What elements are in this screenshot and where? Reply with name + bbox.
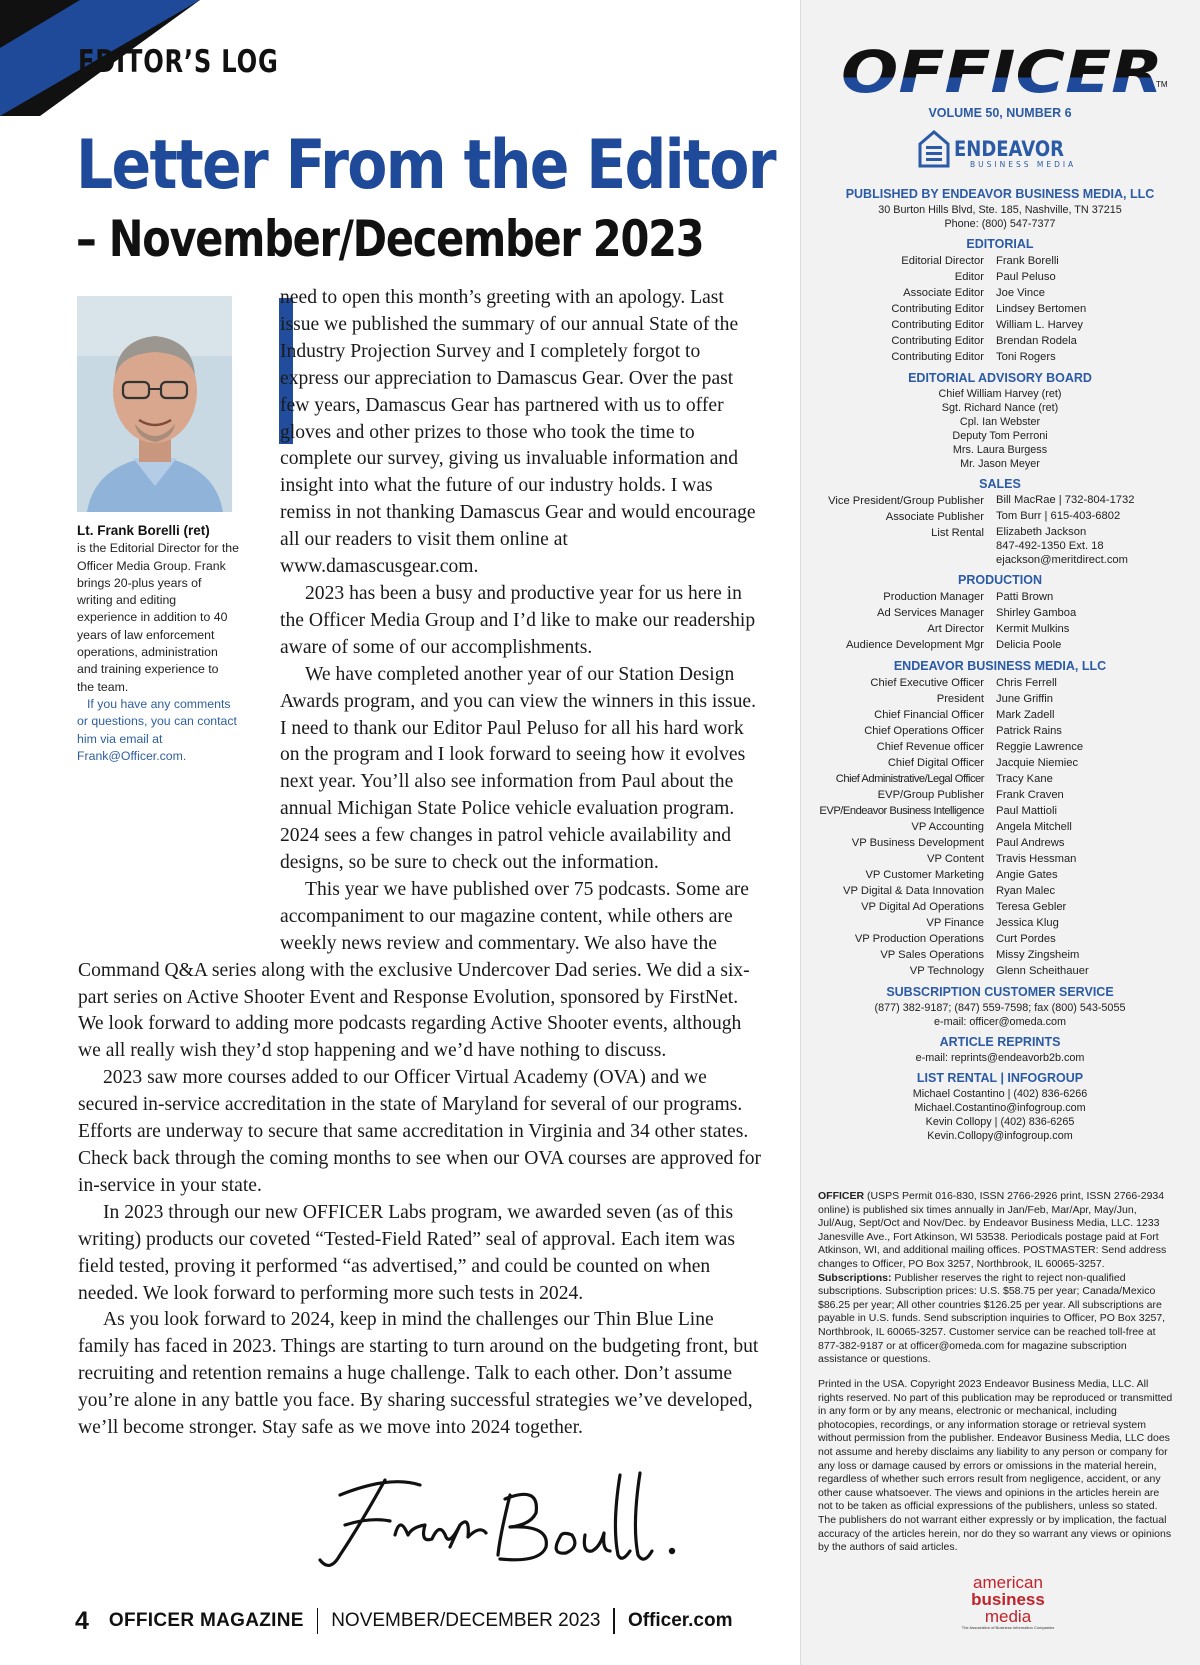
advisory-list [800, 387, 1200, 471]
masthead-person: Glenn Scheithauer [996, 965, 1089, 977]
copyright-notice: Printed in the USA. Copyright 2023 Endeavor Business Media, LLC. All rights reserved. No part of this publication may be reproduced or transmitted in any form or by any means, electronic or mechanical, including photocopies, recordings, or any information storage or retrieval system without permission from the publisher. Endeavor Business Media, LLC does not assume and hereby disclaims any liability to any person or company for any loss or damage caused by errors or omissions in the material herein, regardless of whether such errors result from negligence, accident, or any other cause whatsoever. The views and opinions in the articles herein are not to be taken as official expressions of the publishers, unless so stated. The publishers do not warrant either expressly or by implication, the factual accuracy of the articles herein, nor do they so warrant any views or opinions by the authors of said articles. [818, 1378, 1173, 1554]
masthead-line: Mr. Jason Meyer [960, 458, 1040, 470]
footer-site-link[interactable]: Officer.com [627, 1610, 733, 1631]
masthead-person: Travis Hessman [996, 853, 1077, 865]
masthead-person: Delicia Poole [996, 639, 1062, 651]
footer-divider [317, 1608, 319, 1634]
publisher-address: 30 Burton Hills Blvd, Ste. 185, Nashville, TN 37215 [878, 204, 1122, 216]
masthead-person: Shirley Gamboa [996, 607, 1077, 619]
masthead-row [800, 269, 1200, 285]
masthead-role: VP Business Development [851, 837, 984, 849]
sales-heading: SALES [979, 477, 1021, 491]
masthead-role: Contributing Editor [891, 335, 984, 347]
masthead-person: Angela Mitchell [996, 821, 1072, 833]
masthead-person: Frank Craven [996, 789, 1064, 801]
masthead-row [800, 771, 1200, 787]
contact-line: ejackson@meritdirect.com [996, 554, 1128, 566]
volume-number: VOLUME 50, NUMBER 6 [928, 106, 1072, 120]
masthead-row [800, 621, 1200, 637]
editorial-heading: EDITORIAL [966, 237, 1034, 251]
masthead-person: Patrick Rains [996, 725, 1062, 737]
masthead-role: Art Director [927, 623, 984, 635]
masthead-person: Paul Peluso [996, 271, 1056, 283]
masthead-role: Ad Services Manager [877, 607, 984, 619]
masthead-role: Production Manager [883, 591, 984, 603]
masthead-person: Mark Zadell [996, 709, 1055, 721]
masthead-person [996, 493, 1200, 509]
masthead-person: Chris Ferrell [996, 677, 1057, 689]
masthead-role: EVP/Endeavor Business Intelligence [819, 805, 984, 817]
masthead-person: Ryan Malec [996, 885, 1056, 897]
masthead-role: VP Digital Ad Operations [861, 901, 984, 913]
abm-line: business [971, 1590, 1045, 1609]
corporate-heading: ENDEAVOR BUSINESS MEDIA, LLC [893, 659, 1107, 673]
article-paragraph: 2023 saw more courses added to our Officer Virtual Academy (OVA) and we secured in-service accreditation in the state of Maryland for several of our programs. Efforts are underway to secure that same accreditation in Virginia and 34 other states. Check back through the coming months to see when our OVA courses are approved for in-service in your state. [78, 1067, 762, 1196]
masthead-row [800, 301, 1200, 317]
masthead-row [800, 723, 1200, 739]
masthead-role: Chief Revenue officer [876, 741, 984, 753]
article-paragraph: need to open this month’s greeting with an apology. Last issue we published the summary of our annual State of the Industry Projection Survey and I completely forgot to express our appreciation to Damascus Gear. Over the past few years, Damascus Gear has partnered with us to offer gloves and other prizes to those who took the time to complete our survey, giving us invaluable information and insight into what the future of our industry holds. I was remiss in not thanking Damascus Gear and would encourage all our readers to visit them online at www.damascusgear.com. [280, 287, 756, 578]
masthead-role: Chief Operations Officer [864, 725, 984, 737]
masthead-line: Deputy Tom Perroni [952, 430, 1048, 442]
masthead-row [800, 525, 1200, 567]
corporate-list [800, 675, 1200, 979]
published-by: PUBLISHED BY ENDEAVOR BUSINESS MEDIA, LLC [845, 187, 1155, 201]
masthead-person: Missy Zingsheim [996, 949, 1080, 961]
masthead-row [800, 883, 1200, 899]
masthead-role: VP Production Operations [854, 933, 984, 945]
masthead-role: Chief Financial Officer [874, 709, 984, 721]
masthead-line: Michael.Costantino@infogroup.com [914, 1102, 1086, 1114]
masthead-person [996, 525, 1200, 567]
page-title: Letter From the Editor [76, 126, 775, 205]
masthead-row [800, 755, 1200, 771]
masthead-row [800, 589, 1200, 605]
sales-list [800, 493, 1200, 567]
subscription-heading: SUBSCRIPTION CUSTOMER SERVICE [886, 985, 1114, 999]
article-paragraph: 2023 has been a busy and productive year for us here in the Officer Media Group and I’d like to make our readership aware of some of our accomplishments. [280, 582, 756, 658]
masthead-person: Toni Rogers [996, 351, 1056, 363]
publisher-phone: Phone: (800) 547-7377 [944, 218, 1056, 230]
contact-line: Elizabeth Jackson [996, 526, 1087, 538]
masthead-row [800, 707, 1200, 723]
signature [300, 1455, 700, 1580]
masthead-person: Joe Vince [996, 287, 1045, 299]
masthead-row [800, 317, 1200, 333]
masthead-row [800, 963, 1200, 979]
masthead [800, 186, 1200, 1143]
masthead-line: Kevin Collopy | (402) 836-6265 [925, 1116, 1075, 1128]
masthead-role: Contributing Editor [891, 303, 984, 315]
author-name: Lt. Frank Borelli (ret) [77, 523, 210, 538]
masthead-person: Tracy Kane [996, 773, 1053, 785]
masthead-line: Kevin.Collopy@infogroup.com [927, 1130, 1073, 1142]
logo-text: OFFICER [841, 44, 1163, 100]
masthead-row [800, 915, 1200, 931]
masthead-person: Curt Pordes [996, 933, 1056, 945]
masthead-role: VP Content [926, 853, 984, 865]
footer-issue: NOVEMBER/DECEMBER 2023 [331, 1610, 601, 1631]
list-rental-contacts [800, 1087, 1200, 1143]
masthead-person: Reggie Lawrence [996, 741, 1084, 753]
masthead-row [800, 819, 1200, 835]
masthead-person: Kermit Mulkins [996, 623, 1070, 635]
masthead-role: Chief Administrative/Legal Officer [835, 773, 984, 785]
reprints-email[interactable]: e-mail: reprints@endeavorb2b.com [915, 1052, 1085, 1064]
logo-trademark: TM [1156, 80, 1168, 89]
article-paragraph: In 2023 through our new OFFICER Labs program, we awarded seven (as of this writing) products our coveted “Tested-Field Rated” seal of approval. Each item was field tested, proving it performed “as advertised,” and could be counted on when needed. We look forward to performing more such tests in 2024. [78, 1201, 735, 1304]
abm-line: american [973, 1573, 1043, 1592]
masthead-person: Teresa Gebler [996, 901, 1067, 913]
masthead-role: Contributing Editor [891, 351, 984, 363]
masthead-role: VP Digital & Data Innovation [843, 885, 984, 897]
masthead-role: VP Sales Operations [880, 949, 984, 961]
masthead-role: President [936, 693, 984, 705]
contact-line: Bill MacRae | 732-804-1732 [996, 494, 1135, 506]
contact-line: 847-492-1350 Ext. 18 [996, 540, 1104, 552]
masthead-row [800, 867, 1200, 883]
masthead-role: VP Accounting [911, 821, 984, 833]
page-number: 4 [75, 1606, 89, 1635]
masthead-line: Cpl. Ian Webster [959, 416, 1041, 428]
masthead-row [800, 493, 1200, 509]
masthead-role: Audience Development Mgr [845, 639, 984, 651]
editorial-list [800, 253, 1200, 365]
masthead-person: June Griffin [996, 693, 1054, 705]
masthead-role: VP Finance [926, 917, 984, 929]
author-contact: If you have any comments or questions, you can contact him via email at Frank@Officer.com. [77, 696, 237, 763]
masthead-role: Associate Editor [903, 287, 984, 299]
masthead-person: Patti Brown [996, 591, 1054, 603]
endeavor-logo-text: ENDEAVOR [954, 137, 1064, 161]
reprints-heading: ARTICLE REPRINTS [939, 1035, 1061, 1049]
masthead-row [800, 899, 1200, 915]
masthead-person: Paul Andrews [996, 837, 1065, 849]
masthead-row [800, 637, 1200, 653]
production-heading: PRODUCTION [957, 573, 1043, 587]
masthead-row [800, 691, 1200, 707]
masthead-row [800, 947, 1200, 963]
article-paragraph: As you look forward to 2024, keep in mind the challenges our Thin Blue Line family has faced in 2023. Things are starting to turn around on the budgeting front, but recruiting and retention remains a huge challenge. Talk to each other. Don’t assume you’re alone in any battle you face. By sharing successful strategies we’ve developed, we’ll become stronger. Stay safe as we move into 2024 together. [78, 1309, 759, 1439]
masthead-row [800, 333, 1200, 349]
masthead-row [800, 285, 1200, 301]
masthead-row [800, 835, 1200, 851]
masthead-person: Lindsey Bertomen [996, 303, 1087, 315]
masthead-person: William L. Harvey [996, 319, 1084, 331]
endeavor-logo [918, 130, 1078, 172]
abm-line: media [984, 1607, 1032, 1626]
masthead-role: VP Customer Marketing [865, 869, 984, 881]
masthead-line: Chief William Harvey (ret) [938, 388, 1062, 400]
officer-logo [837, 44, 1172, 100]
endeavor-logo-sub: BUSINESS MEDIA [970, 160, 1077, 169]
page-footer [75, 1604, 733, 1638]
masthead-role: EVP/Group Publisher [877, 789, 984, 801]
footer-magazine: OFFICER MAGAZINE [108, 1610, 304, 1631]
masthead-role: Vice President/Group Publisher [828, 495, 984, 507]
masthead-line: Mrs. Laura Burgess [952, 444, 1048, 456]
author-bio-text: is the Editorial Director for the Officer Media Group. Frank brings 20-plus years of writing and editing experience in addition to 40 years of law enforcement operations, administration and training experience to the team. [77, 541, 239, 694]
contact-line: Tom Burr | 615-403-6802 [996, 510, 1121, 522]
abm-logo [958, 1574, 1058, 1630]
masthead-person: Jacquie Niemiec [996, 757, 1079, 769]
page-subtitle: – November/December 2023 [76, 210, 704, 268]
masthead-person: Frank Borelli [996, 255, 1059, 267]
masthead-person: Jessica Klug [996, 917, 1059, 929]
masthead-role: Editorial Director [901, 255, 984, 267]
postal-notice: OFFICER (USPS Permit 016-830, ISSN 2766-2926 print, ISSN 2766-2934 online) is published six times annually in Jan/Feb, Mar/Apr, May/Jun, Jul/Aug, Sept/Oct and Nov/Dec. by Endeavor Business Media, LLC. 1233 Janesville Ave., Fort Atkinson, WI 53538. Periodicals postage paid at Fort Atkinson, WI, and additional mailing offices. POSTMASTER: Send address changes to Officer, PO Box 3257, Northbrook, IL 60065-3257. Subscriptions: Publisher reserves the right to reject non-qualified subscriptions. Subscription prices: U.S. $58.75 per year; Canada/Mexico $86.25 per year; All other countries $126.25 per year. All subscriptions are payable in U.S. funds. Send subscription inquiries to Officer, PO Box 3257, Northbrook, IL 60065-3257. Customer service can be reached toll-free at 877-382-9187 or at officer@omeda.com for magazine subscription assistance or questions. [818, 1190, 1167, 1366]
masthead-person: Brendan Rodela [996, 335, 1077, 347]
masthead-row [800, 253, 1200, 269]
masthead-role: Editor [954, 271, 984, 283]
subscription-phones: (877) 382-9187; (847) 559-7598; fax (800) 543-5055 [874, 1002, 1126, 1014]
list-rental-heading: LIST RENTAL | INFOGROUP [916, 1071, 1084, 1085]
masthead-role: Chief Digital Officer [887, 757, 984, 769]
masthead-person: Paul Mattioli [996, 805, 1057, 817]
abm-tagline: The Association of Business Information Companies [961, 1625, 1055, 1630]
article-paragraph: This year we have published over 75 podcasts. Some are accompaniment to our magazine content, while others are weekly news review and commentary. We also have the Command Q&A series along with the exclusive Undercover Dad series. We did a six-part series on Active Shooter Event and Response Evolution, sponsored by FirstNet. We look forward to adding more podcasts regarding Active Shooter events, although we all really wish they’d stop happening and we’d have nothing to discuss. [78, 878, 750, 1062]
article-body [78, 285, 763, 1442]
advisory-heading: EDITORIAL ADVISORY BOARD [908, 371, 1092, 385]
float-spacer [78, 423, 280, 953]
masthead-line: Sgt. Richard Nance (ret) [941, 402, 1059, 414]
masthead-role: Chief Executive Officer [870, 677, 984, 689]
masthead-role: Associate Publisher [885, 511, 984, 523]
masthead-person [996, 509, 1200, 525]
masthead-row [800, 509, 1200, 525]
masthead-role: VP Technology [909, 965, 984, 977]
masthead-role: Contributing Editor [891, 319, 984, 331]
masthead-role: List Rental [931, 527, 984, 539]
masthead-person: Angie Gates [996, 869, 1058, 881]
production-list [800, 589, 1200, 653]
masthead-row [800, 931, 1200, 947]
section-label: EDITOR’S LOG [78, 44, 279, 80]
subscription-email[interactable]: e-mail: officer@omeda.com [934, 1016, 1066, 1028]
masthead-row [800, 349, 1200, 365]
masthead-row [800, 851, 1200, 867]
footer-divider [613, 1608, 615, 1634]
masthead-row [800, 605, 1200, 621]
masthead-row [800, 787, 1200, 803]
masthead-line: Michael Costantino | (402) 836-6266 [912, 1088, 1088, 1100]
masthead-row [800, 803, 1200, 819]
article-paragraph: We have completed another year of our Station Design Awards program, and you can view the winners in this issue. I need to thank our Editor Paul Peluso for all his hard work on the program and I look forward to seeing how it evolves next year. You’ll also see information from Paul about the annual Michigan State Police vehicle evaluation program. 2024 sees a few changes in patrol vehicle availability and designs, so be sure to check out the information. [280, 663, 756, 874]
masthead-row [800, 739, 1200, 755]
masthead-row [800, 675, 1200, 691]
